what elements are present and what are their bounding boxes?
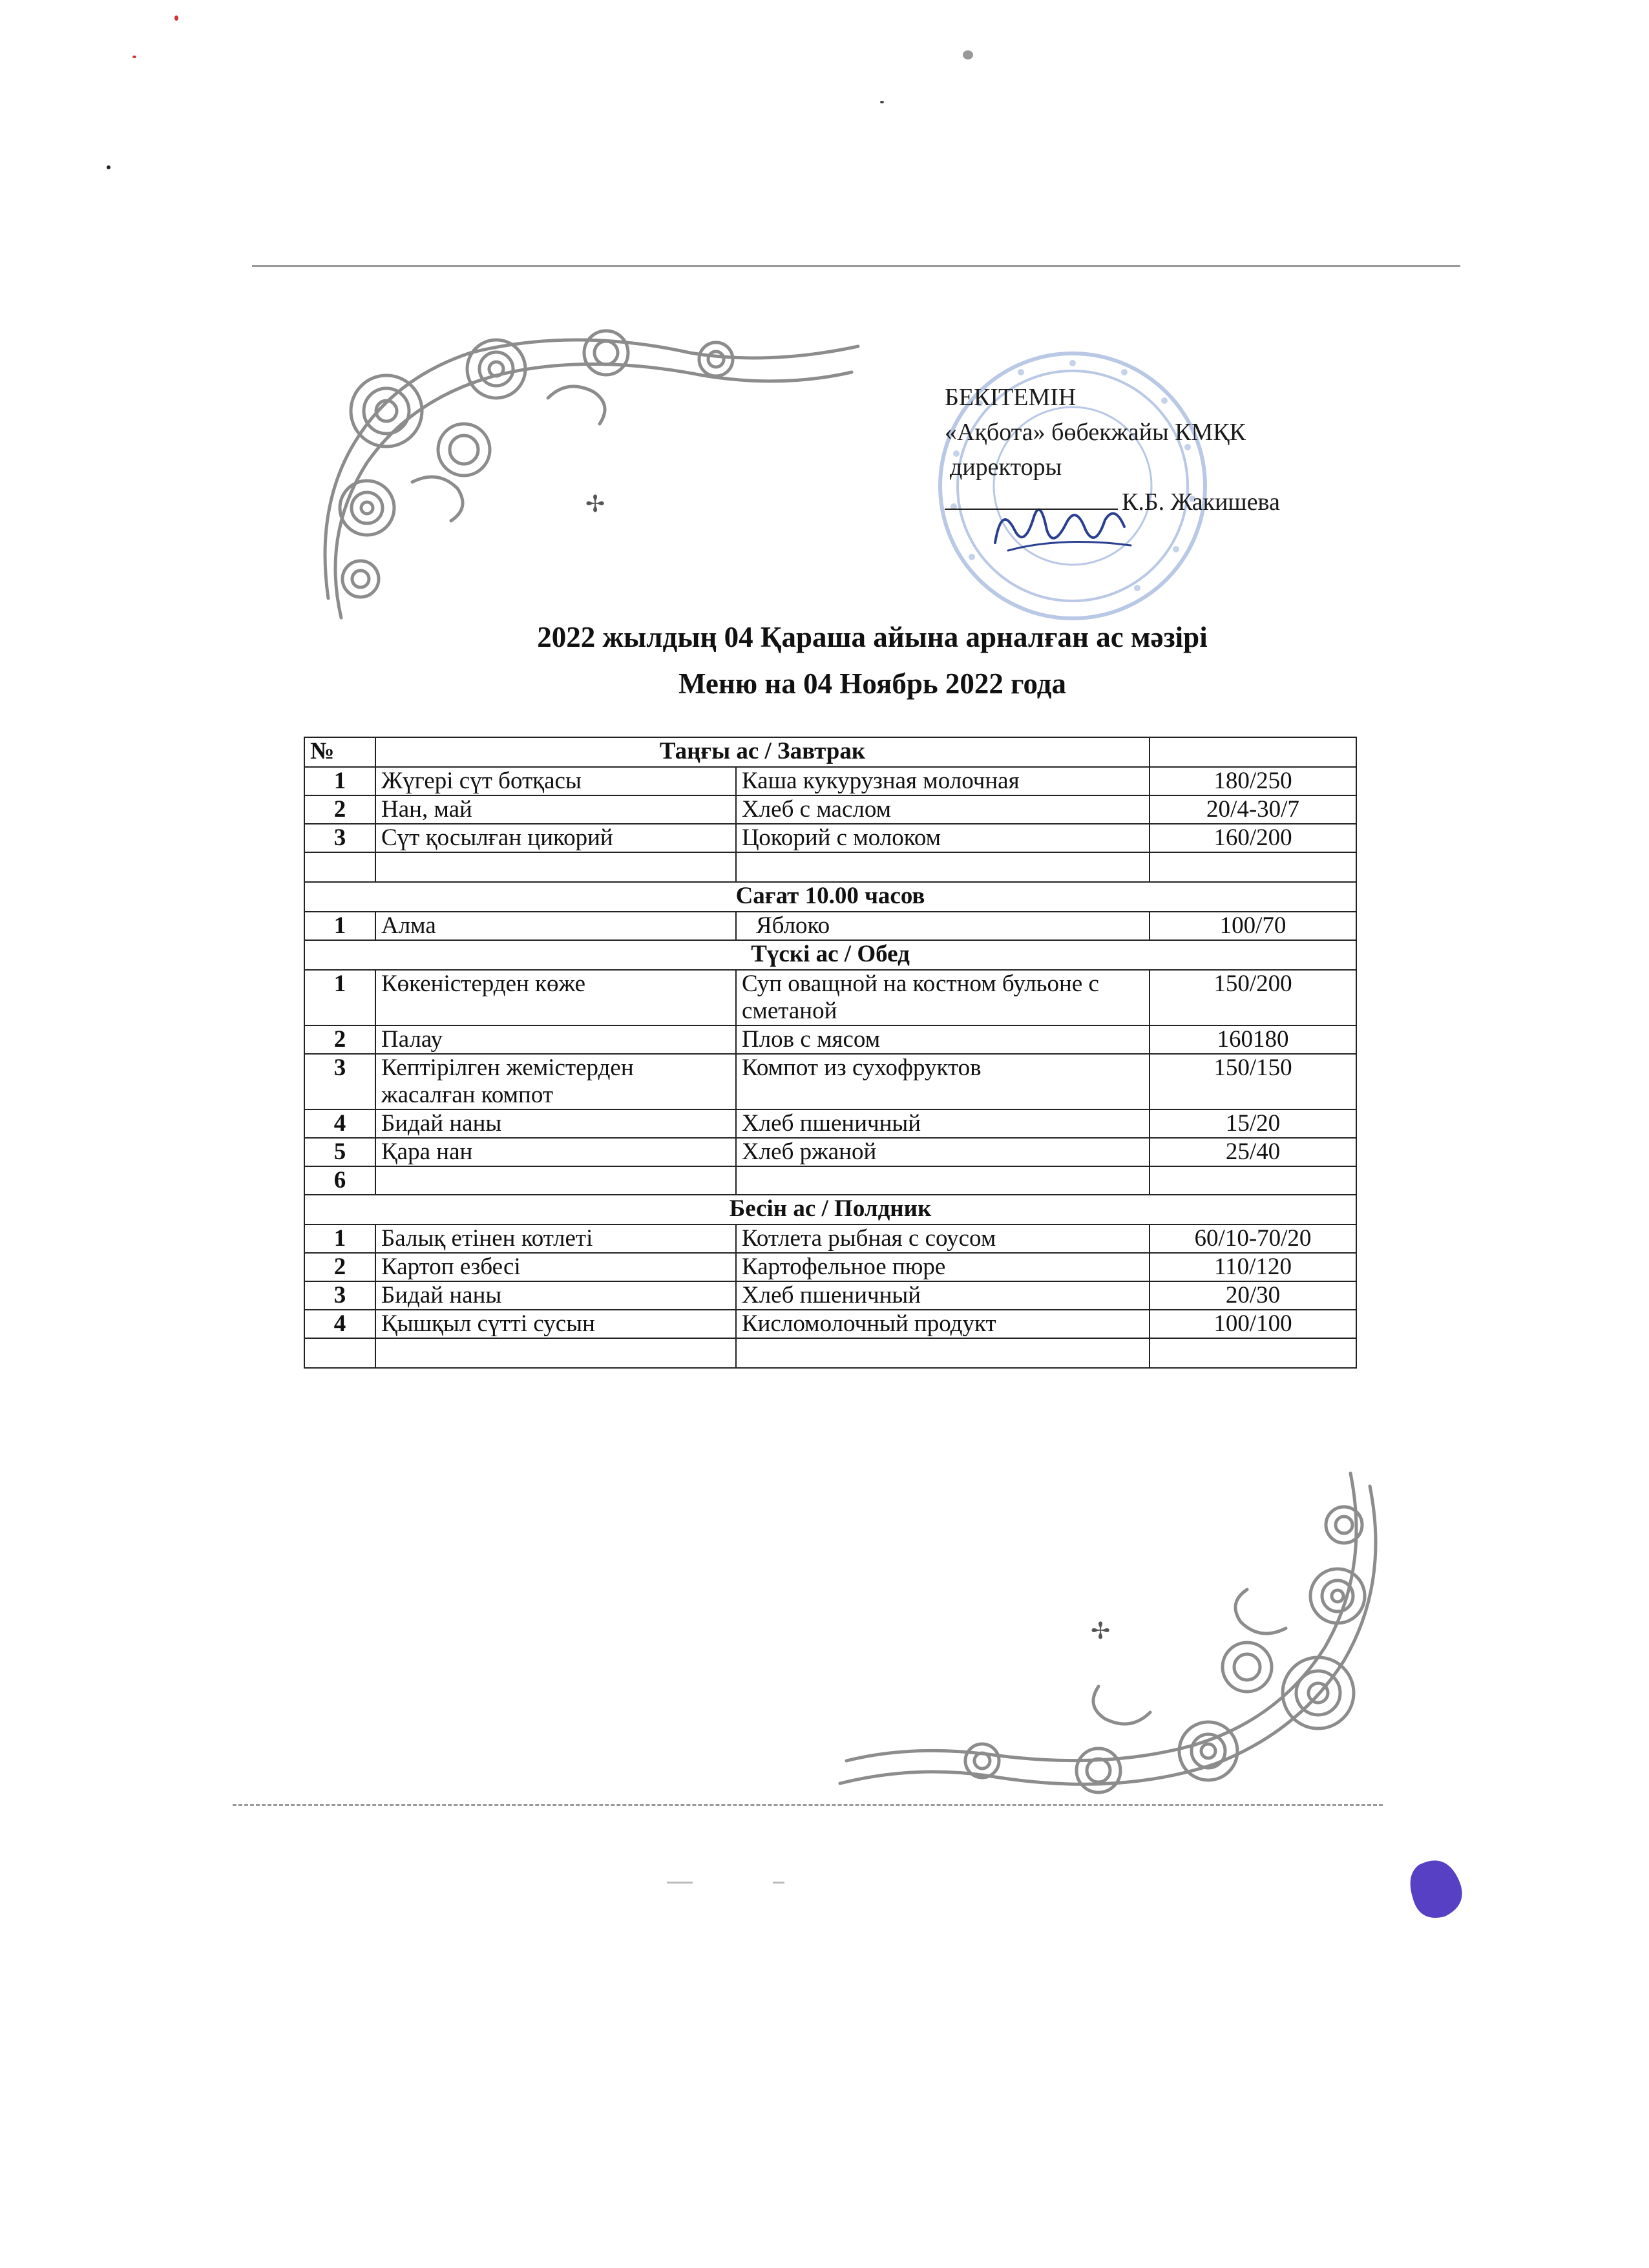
dish-name-ru: Картофельное пюре	[736, 1253, 1150, 1281]
table-row	[304, 795, 1356, 824]
empty-cell	[1150, 1338, 1356, 1368]
speck-mark	[174, 16, 178, 21]
dish-name-ru: Котлета рыбная с соусом	[736, 1224, 1150, 1253]
portion-weight: 150/150	[1150, 1054, 1356, 1109]
table-row	[304, 1281, 1356, 1310]
row-number: 4	[304, 1109, 375, 1138]
table-row	[304, 824, 1356, 852]
row-number: 3	[304, 1054, 375, 1109]
portion-weight: 150/200	[1150, 970, 1356, 1025]
table-row	[304, 1166, 1356, 1195]
empty-cell	[375, 852, 736, 882]
portion-weight: 60/10-70/20	[1150, 1224, 1356, 1253]
svg-text:✢: ✢	[1091, 1618, 1111, 1644]
number-header: №	[304, 737, 375, 767]
dish-name-kz: Нан, май	[375, 795, 736, 824]
dish-name-ru: Компот из сухофруктов	[736, 1054, 1150, 1109]
row-number: 3	[304, 1281, 375, 1310]
page-title-ru: Меню на 04 Ноябрь 2022 года	[678, 667, 1066, 700]
empty-cell	[736, 852, 1150, 882]
dish-name-ru: Кисломолочный продукт	[736, 1310, 1150, 1338]
dish-name-kz: Қара нан	[375, 1138, 736, 1166]
portion-weight	[1150, 1166, 1356, 1195]
dish-name-ru: Плов с мясом	[736, 1025, 1150, 1054]
menu-table	[304, 737, 1357, 1369]
row-number: 3	[304, 824, 375, 852]
page-title-kz: 2022 жылдың 04 Қараша айына арналған ас мәзірі	[537, 621, 1208, 653]
speck-mark	[107, 165, 110, 169]
dish-name-kz: Сүт қосылған цикорий	[375, 824, 736, 852]
section-header-row	[304, 882, 1356, 912]
table-row	[304, 970, 1356, 1025]
table-row	[304, 767, 1356, 795]
dish-name-kz: Картоп езбесі	[375, 1253, 736, 1281]
approval-organization: «Ақбота» бөбекжайы КМҚК	[945, 419, 1246, 446]
dish-name-kz: Жүгері сүт ботқасы	[375, 767, 736, 795]
table-row	[304, 1109, 1356, 1138]
dish-name-ru: Яблоко	[736, 912, 1150, 940]
empty-cell	[736, 1338, 1150, 1368]
dish-name-ru: Цокорий с молоком	[736, 824, 1150, 852]
approval-signer-line	[945, 485, 1397, 520]
portion-weight: 160/200	[1150, 824, 1356, 852]
table-row	[304, 912, 1356, 940]
dish-name-ru	[736, 1166, 1150, 1195]
ink-blot	[1400, 1852, 1477, 1929]
speck-mark	[773, 1882, 784, 1884]
row-number: 2	[304, 1025, 375, 1054]
approval-position: директоры	[950, 454, 1062, 481]
row-number: 2	[304, 795, 375, 824]
dish-name-ru: Хлеб с маслом	[736, 795, 1150, 824]
dish-name-ru: Хлеб пшеничный	[736, 1281, 1150, 1310]
table-row	[304, 1253, 1356, 1281]
table-row	[304, 1310, 1356, 1338]
table-row	[304, 1025, 1356, 1054]
portion-weight: 110/120	[1150, 1253, 1356, 1281]
approval-block	[945, 380, 1397, 520]
portion-weight: 20/4-30/7	[1150, 795, 1356, 824]
section-header-row	[304, 1195, 1356, 1224]
empty-cell	[375, 1338, 736, 1368]
dish-name-kz: Қышқыл сүтті сусын	[375, 1310, 736, 1338]
portion-weight: 15/20	[1150, 1109, 1356, 1138]
qty-header	[1150, 737, 1356, 767]
dish-name-kz: Кептірілген жемістерден жасалған компот	[375, 1054, 736, 1109]
top-left-ornament	[302, 314, 871, 637]
top-border-line	[252, 265, 1460, 267]
bottom-right-ornament	[827, 1467, 1396, 1829]
snack10-header: Сағат 10.00 часов	[304, 882, 1356, 912]
empty-row	[304, 1338, 1356, 1368]
row-number: 1	[304, 970, 375, 1025]
portion-weight: 160180	[1150, 1025, 1356, 1054]
table-row	[304, 1054, 1356, 1109]
dish-name-ru: Суп оващной на костном бульоне с сметаной	[736, 970, 1150, 1025]
lunch-header: Түскі ас / Обед	[304, 940, 1356, 970]
row-number: 6	[304, 1166, 375, 1195]
dish-name-ru: Каша кукурузная молочная	[736, 767, 1150, 795]
row-number: 1	[304, 767, 375, 795]
row-number: 1	[304, 1224, 375, 1253]
row-number: 1	[304, 912, 375, 940]
empty-cell	[304, 1338, 375, 1368]
dish-name-ru: Хлеб ржаной	[736, 1138, 1150, 1166]
table-row	[304, 1138, 1356, 1166]
speck-mark	[667, 1882, 693, 1884]
empty-cell	[304, 852, 375, 882]
approval-heading: БЕКІТЕМІН	[945, 384, 1077, 411]
row-number: 4	[304, 1310, 375, 1338]
dish-name-kz: Алма	[375, 912, 736, 940]
afternoon-header: Бесін ас / Полдник	[304, 1195, 1356, 1224]
row-number: 2	[304, 1253, 375, 1281]
signature-line	[945, 487, 1118, 510]
speck-mark	[132, 56, 136, 58]
breakfast-header: Таңғы ас / Завтрак	[375, 737, 1150, 767]
speck-mark	[880, 101, 884, 103]
dish-name-kz: Палау	[375, 1025, 736, 1054]
portion-weight: 100/100	[1150, 1310, 1356, 1338]
approval-signer: К.Б. Жакишева	[1122, 488, 1280, 516]
dish-name-kz: Балық етінен котлеті	[375, 1224, 736, 1253]
dish-name-ru: Хлеб пшеничный	[736, 1109, 1150, 1138]
dish-name-kz: Көкеністерден көже	[375, 970, 736, 1025]
empty-row	[304, 852, 1356, 882]
dish-name-kz: Бидай наны	[375, 1281, 736, 1310]
portion-weight: 25/40	[1150, 1138, 1356, 1166]
portion-weight: 180/250	[1150, 767, 1356, 795]
table-row	[304, 1224, 1356, 1253]
speck-mark	[963, 50, 973, 59]
portion-weight: 20/30	[1150, 1281, 1356, 1310]
empty-cell	[1150, 852, 1356, 882]
table-header-row	[304, 737, 1356, 767]
svg-text:✢: ✢	[585, 491, 605, 518]
section-header-row	[304, 940, 1356, 970]
dish-name-kz	[375, 1166, 736, 1195]
portion-weight: 100/70	[1150, 912, 1356, 940]
dish-name-kz: Бидай наны	[375, 1109, 736, 1138]
row-number: 5	[304, 1138, 375, 1166]
